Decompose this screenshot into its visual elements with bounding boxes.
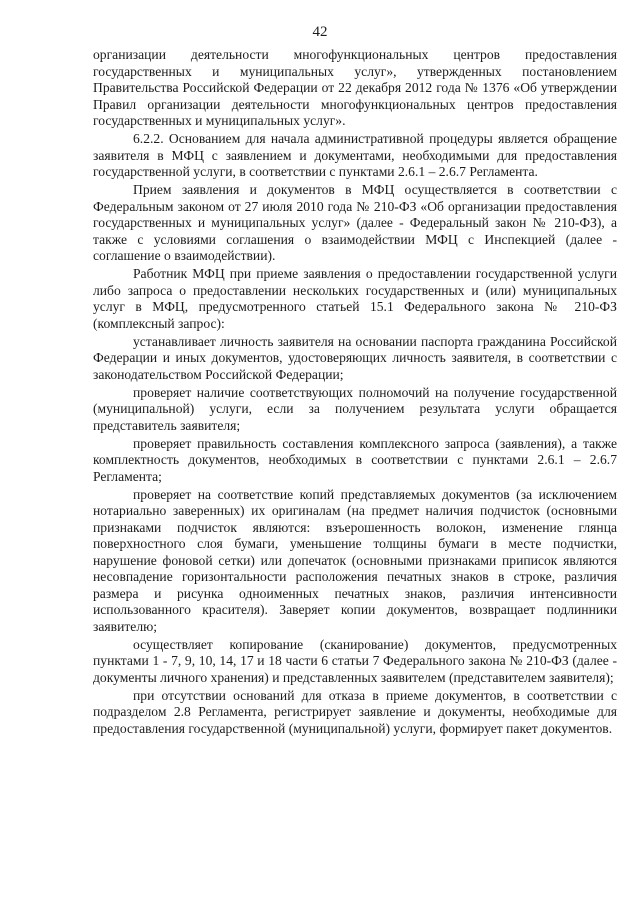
paragraph-scanning: осуществляет копирование (сканирование) документов, предусмотренных пунктами 1 - 7, 9, 10, 14, 17 и 18 части 6 статьи 7 Федерального закона № 210-ФЗ (далее - документы личного хранения) и представленных заявителем (представителем заявителя); (93, 636, 617, 685)
paragraph-authority: проверяет наличие соответствующих полномочий на получение государственной (муниципальной) услуги, если за получением результата услуги обращается представитель заявителя; (93, 384, 617, 433)
paragraph-registration: при отсутствии оснований для отказа в приеме документов, в соответствии с подразделом 2.8 Регламента, регистрирует заявление и документы, необходимые для предоставления государственной (муниципальной) услуги, формирует пакет документов. (93, 687, 617, 736)
paragraph-mfc-worker: Работник МФЦ при приеме заявления о предоставлении государственной услуги либо запроса о предоставлении нескольких государственных и (или) муниципальных услуг в МФЦ, предусмотренного статьей 15.1 Федерального закона № 210-ФЗ (комплексный запрос): (93, 266, 617, 331)
paragraph-reception: Прием заявления и документов в МФЦ осуществляется в соответствии с Федеральным законом от 27 июля 2010 года № 210-ФЗ «Об организации предоставления государственных и муниципальных услуг» (далее - Федеральный закон № 210-ФЗ), а также с условиями соглашения о взаимодействии МФЦ с Инспекцией (далее - соглашение о взаимодействии). (93, 182, 617, 263)
paragraph-identity: устанавливает личность заявителя на основании паспорта гражданина Российской Федерации и иных документов, удостоверяющих личность заявителя, в соответствии с законодательством Российской Федерации; (93, 333, 617, 382)
document-body (93, 47, 617, 739)
paragraph-completeness: проверяет правильность составления комплексного запроса (заявления), а также комплектность документов, необходимых в соответствии с пунктами 2.6.1 – 2.6.7 Регламента; (93, 435, 617, 484)
page-number: 42 (312, 24, 328, 40)
paragraph-copies-check: проверяет на соответствие копий представляемых документов (за исключением нотариально заверенных) их оригиналам (на предмет наличия подчисток (основными признаками подчисток являются: взъерошенность волокон, изменение глянца поверхностного слоя бумаги, уменьшение толщины бумаги в месте подчистки, нарушение фоновой сетки) или допечаток (основными признаками приписок являются несовпадение горизонтальности расположения печатных знаков в строке, различия размера и рисунка одноименных печатных знаков, различия интенсивности использованного красителя). Заверяет копии документов, возвращает подлинники заявителю; (93, 486, 617, 634)
paragraph-continuation: организации деятельности многофункциональных центров предоставления государственных и муниципальных услуг», утвержденных постановлением Правительства Российской Федерации от 22 декабря 2012 года № 1376 «Об утверждении Правил организации деятельности многофункциональных центров предоставления государственных и муниципальных услуг». (93, 47, 617, 128)
paragraph-6-2-2: 6.2.2. Основанием для начала административной процедуры является обращение заявителя в МФЦ с заявлением и документами, необходимыми для предоставления государственной услуги, в соответствии с пунктами 2.6.1 – 2.6.7 Регламента. (93, 131, 617, 179)
